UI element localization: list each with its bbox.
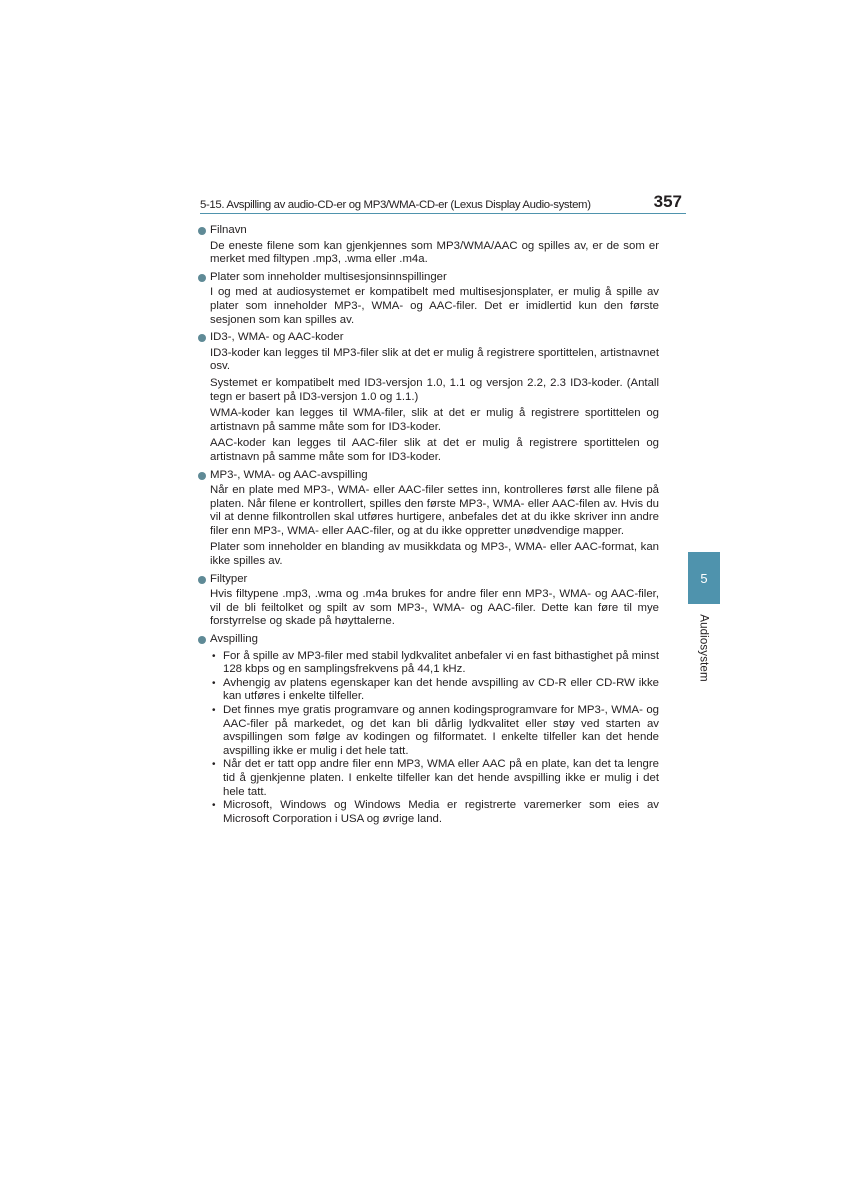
small-bullet-icon: •	[212, 759, 216, 771]
page-header	[200, 192, 686, 214]
bullet-icon	[198, 227, 206, 235]
chapter-tab	[688, 552, 720, 604]
section-heading-text: Filnavn	[210, 224, 247, 236]
section-heading	[197, 633, 659, 647]
list-item	[210, 758, 659, 799]
section-heading	[197, 271, 659, 285]
chapter-number: 5	[700, 570, 708, 586]
bullet-icon	[198, 334, 206, 342]
list-item-text: Microsoft, Windows og Windows Media er registrerte varemerker som eies av Microsoft Corporation i USA og øvrige land.	[223, 799, 659, 825]
list-item	[210, 704, 659, 758]
chapter-label: Audiosystem	[697, 614, 711, 682]
bullet-icon	[198, 472, 206, 480]
section-heading-text: Plater som inneholder multisesjonsinnspillinger	[210, 270, 447, 283]
section-heading	[197, 469, 659, 483]
small-bullet-icon: •	[212, 650, 216, 662]
list-item-text: Det finnes mye gratis programvare og annen kodingsprogramvare for MP3-, WMA- og AAC-filer på markedet, og det kan bli dårlig lydkvalitet eller støy ved starten av avspillingen som følge av kodingen og filformatet. I enkelte tilfeller kan det hende avspilling ikke er mulig i det hele tatt.	[223, 704, 659, 757]
paragraph: ID3-koder kan legges til MP3-filer slik at det er mulig å registrere sportittelen, artistnavnet osv.	[210, 346, 659, 373]
section-title: 5-15. Avspilling av audio-CD-er og MP3/WMA-CD-er (Lexus Display Audio-system)	[200, 199, 591, 211]
paragraph: De eneste filene som kan gjenkjennes som MP3/WMA/AAC og spilles av, er de som er merket med filtypen .mp3, .wma eller .m4a.	[210, 239, 659, 266]
section-heading	[197, 573, 659, 587]
paragraph: AAC-koder kan legges til AAC-filer slik at det er mulig å registrere sportittelen og artistnavn på samme måte som for ID3-koder.	[210, 437, 659, 463]
page-number: 357	[653, 192, 682, 211]
bullet-icon	[198, 636, 206, 644]
list-item	[210, 799, 659, 826]
section-heading-text: Avspilling	[210, 633, 258, 646]
page-content	[197, 224, 659, 826]
paragraph: Hvis filtypene .mp3, .wma og .m4a brukes for andre filer enn MP3-, WMA- og AAC-filer, vil de bli feiltolket og spilt av som MP3-, WMA- og AAC-filer. Dette kan føre til mye forstyrrelse og skade på høyttalerne.	[210, 588, 659, 628]
paragraph: Når en plate med MP3-, WMA- eller AAC-filer settes inn, kontrolleres først alle filene på platen. Når filene er kontrollert, spilles den første MP3-, WMA- eller AAC-filen av. Hvis du vil at denne filkontrollen skal utføres hurtigere, anbefales det at du ikke skriver inn andre filer enn MP3-, WMA- eller AAC-filer, og at du ikke oppretter unødvendige mapper.	[210, 484, 659, 537]
bullet-icon	[198, 576, 206, 584]
paragraph: Systemet er kompatibelt med ID3-versjon 1.0, 1.1 og versjon 2.2, 2.3 ID3-koder. (Antall tegn er basert på ID3-versjon 1.0 og 1.1.)	[210, 376, 659, 403]
paragraph: I og med at audiosystemet er kompatibelt med multisesjonsplater, er mulig å spille av plater som inneholder MP3-, WMA- og AAC-filer. Det er imidlertid kun den første sesjonen som kan spilles av.	[210, 286, 659, 326]
section-heading	[197, 224, 659, 238]
list-item-text: Avhengig av platens egenskaper kan det hende avspilling av CD-R eller CD-RW ikke kan utføres i enkelte tilfeller.	[223, 676, 659, 703]
header-divider	[200, 213, 686, 215]
bullet-icon	[198, 274, 206, 282]
small-bullet-icon: •	[212, 705, 216, 716]
small-bullet-icon: •	[212, 677, 216, 689]
list-item-text: For å spille av MP3-filer med stabil lydkvalitet anbefaler vi en fast bithastighet på minst 128 kbps og en samplingsfrekvens på 44,1 kHz.	[223, 649, 659, 676]
list-item-text: Når det er tatt opp andre filer enn MP3, WMA eller AAC på en plate, kan det ta lengre tid å gjenkjenne platen. I enkelte tilfeller kan det hende avspilling ikke er mulig i det hele tatt.	[223, 758, 659, 798]
section-heading-text: Filtyper	[210, 572, 248, 585]
section-heading-text: ID3-, WMA- og AAC-koder	[210, 331, 344, 344]
section-heading-text: MP3-, WMA- og AAC-avspilling	[210, 468, 368, 481]
small-bullet-icon: •	[212, 800, 216, 812]
paragraph: WMA-koder kan legges til WMA-filer, slik at det er mulig å registrere sportittelen og artistnavn på samme måte som for ID3-koder.	[210, 407, 659, 433]
list-item	[210, 677, 659, 704]
paragraph: Plater som inneholder en blanding av musikkdata og MP3-, WMA- eller AAC-format, kan ikke spilles av.	[210, 541, 659, 568]
list-item	[210, 650, 659, 677]
sub-list	[210, 650, 659, 827]
section-heading	[197, 331, 659, 345]
